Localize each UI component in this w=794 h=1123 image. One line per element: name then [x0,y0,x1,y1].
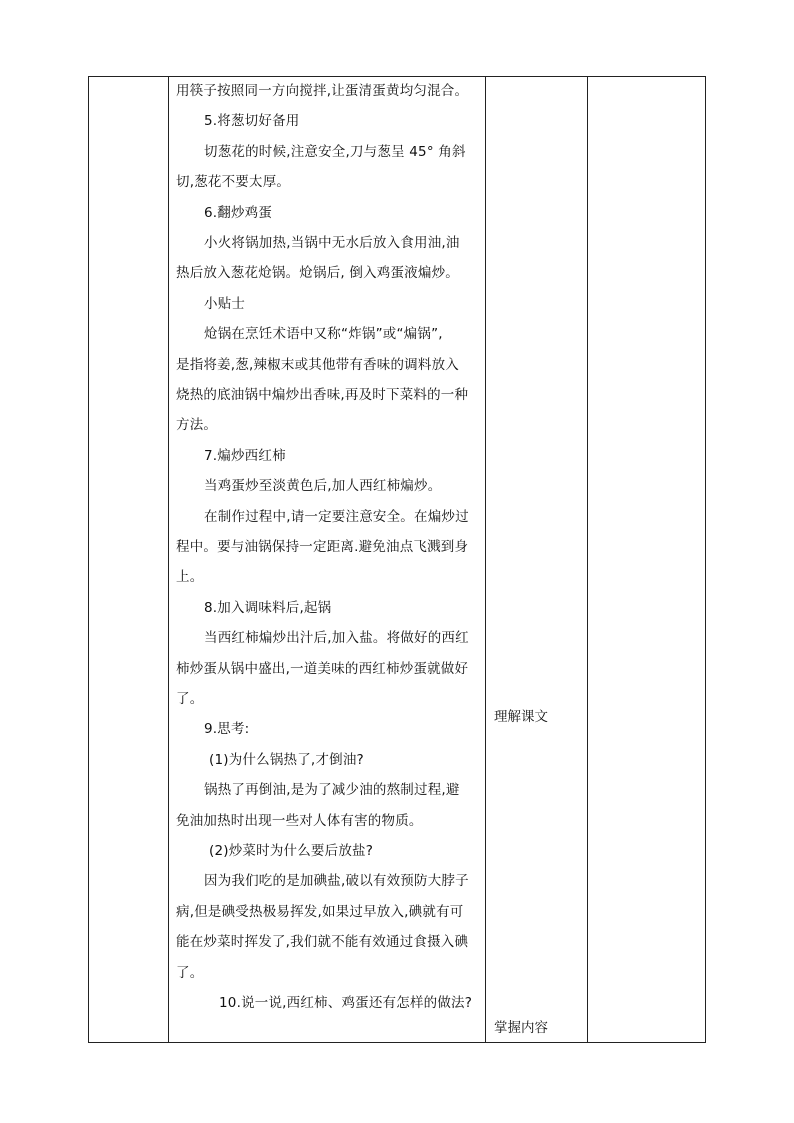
content-line: 方法。 [176,417,218,434]
content-line: 当鸡蛋炒至淡黄色后,加人西红柿煸炒。 [204,478,442,495]
content-line: 热后放入葱花炝锅。炝锅后, 倒入鸡蛋液煸炒。 [176,265,459,282]
lesson-table [88,76,706,1043]
content-line: 5.将葱切好备用 [204,113,300,130]
content-line: 病,但是碘受热极易挥发,如果过早放入,碘就有可 [176,903,464,920]
content-line: 小火将锅加热,当锅中无水后放入食用油,油 [204,235,460,251]
content-line: 7.煸炒西红柿 [204,447,286,464]
content-line: 锅热了再倒油,是为了减少油的熬制过程,避 [204,782,460,799]
content-line: 6.翻炒鸡蛋 [204,204,273,221]
content-line: (2)炒菜时为什么要后放盐? [209,843,374,859]
content-line: 切,葱花不要太厚。 [176,174,291,191]
content-line: (1)为什么锅热了,才倒油? [209,751,364,768]
content-line: 小贴士 [204,295,246,312]
column-divider [587,77,588,1042]
content-line: 柿炒蛋从锅中盛出,一道美味的西红柿炒蛋就做好 [176,660,469,677]
content-line: 8.加入调味料后,起锅 [204,599,332,616]
content-line: 9.思考: [204,721,250,738]
content-line: 烧热的底油锅中煸炒出香味,再及时下菜料的一种 [176,387,469,403]
note-master-content: 掌握内容 [494,1020,548,1036]
content-line: 在制作过程中,请一定要注意安全。在煸炒过 [204,508,469,525]
note-understand-text: 理解课文 [494,709,548,725]
content-line: 当西红柿煸炒出汁后,加入盐。将做好的西红 [204,630,469,647]
content-line: 了。 [176,964,204,981]
content-line: 炝锅在烹饪术语中又称“炸锅”或“煸锅”, [204,326,443,343]
content-line: 因为我们吃的是加碘盐,破以有效预防大脖子 [204,873,469,890]
content-line: 免油加热时出现一些对人体有害的物质。 [176,812,423,829]
content-line: 了。 [176,691,204,707]
content-line: 程中。要与油锅保持一定距离.避免油点飞溅到身 [176,539,469,555]
content-line: 能在炒菜时挥发了,我们就不能有效通过食摄入碘 [176,934,469,951]
content-line: 切葱花的时候,注意安全,刀与葱呈 45° 角斜 [204,143,466,160]
content-line: 10.说一说,西红柿、鸡蛋还有怎样的做法? [219,995,473,1011]
content-line: 用筷子按照同一方向搅拌,让蛋清蛋黄均匀混合。 [176,83,469,99]
content-line: 是指将姜,葱,辣椒末或其他带有香味的调料放入 [176,356,459,373]
content-line: 上。 [176,569,204,586]
